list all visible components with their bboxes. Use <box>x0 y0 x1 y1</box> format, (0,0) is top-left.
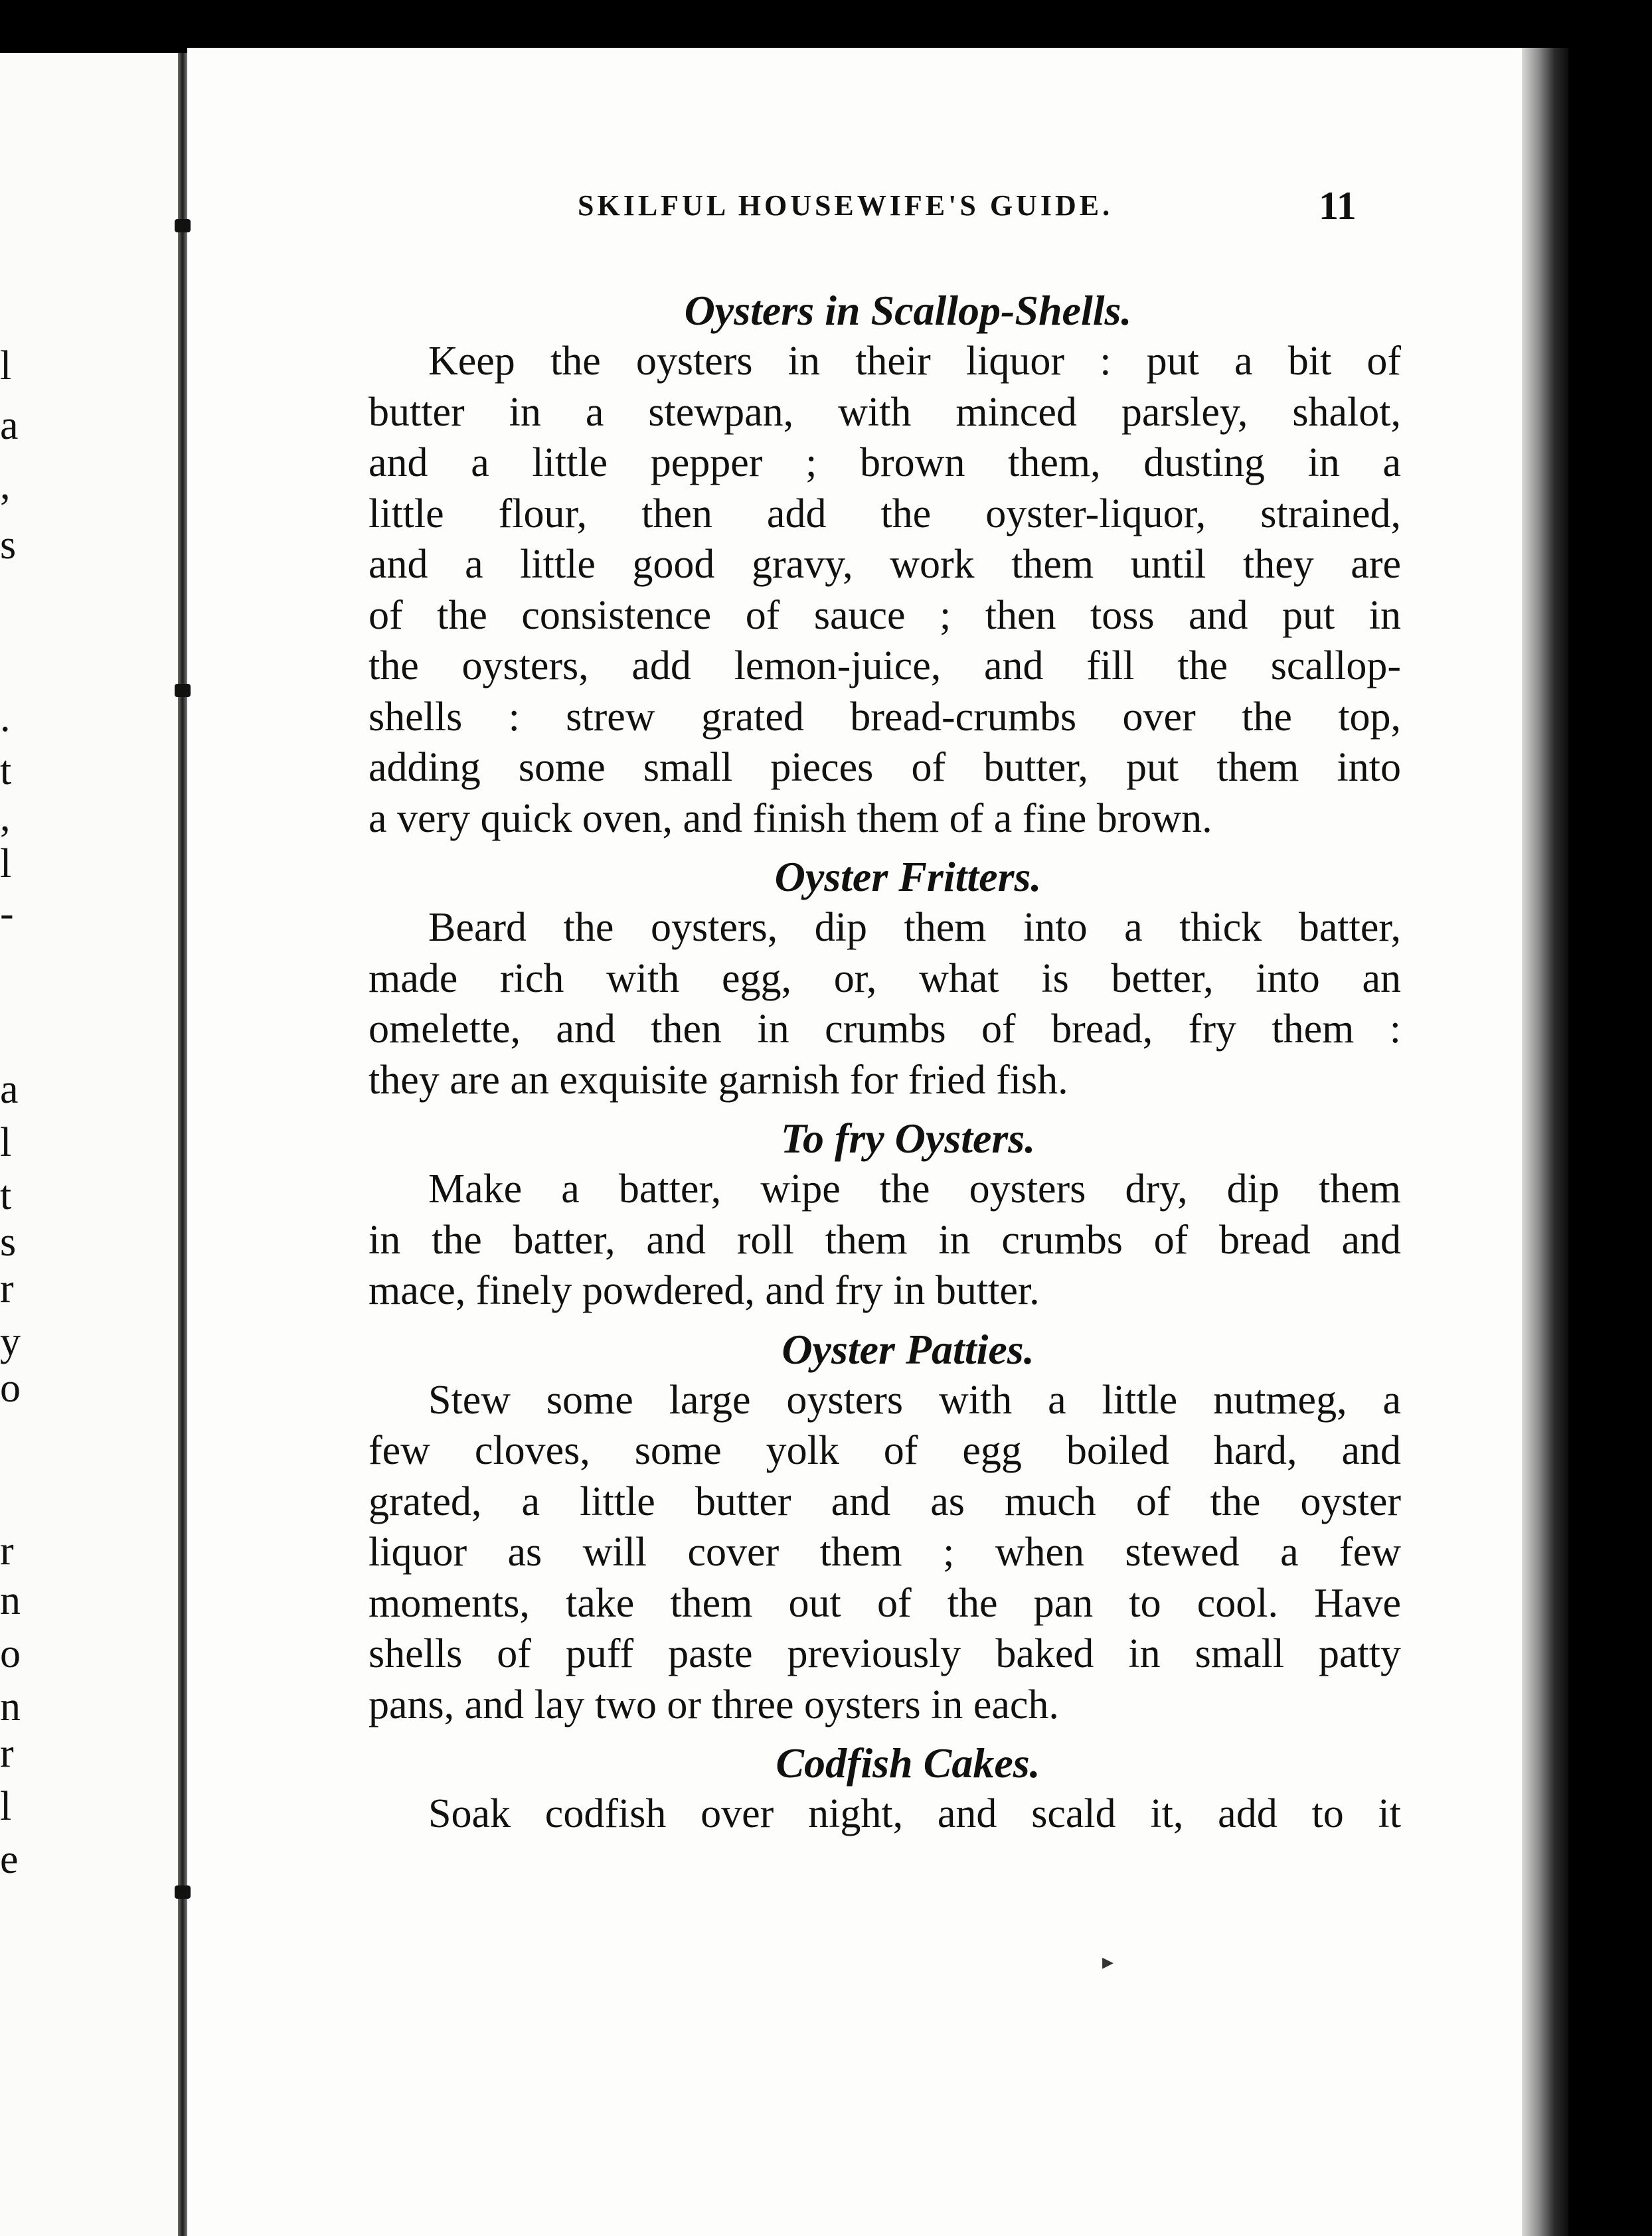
book-gutter <box>178 53 187 2236</box>
text-line: made rich with egg, or, what is better, into an <box>369 955 1401 1001</box>
recipe-text <box>369 285 1401 1848</box>
facing-page-glyph: o <box>0 1366 21 1411</box>
running-head: SKILFUL HOUSEWIFE'S GUIDE. <box>578 189 1114 222</box>
text-line: Keep the oysters in their liquor : put a bit of <box>428 339 1401 384</box>
text-line: Stew some large oysters with a little nutmeg, a <box>428 1377 1401 1423</box>
facing-page-glyph: l <box>0 1784 12 1829</box>
facing-page-glyph: y <box>0 1319 21 1364</box>
text-line: and a little good gravy, work them until they are <box>369 542 1401 587</box>
text-line: omelette, and then in crumbs of bread, fry them : <box>369 1006 1401 1052</box>
recipe-heading: Oyster Patties. <box>782 1325 1034 1373</box>
facing-page-glyph: r <box>0 1266 14 1311</box>
text-line: few cloves, some yolk of egg boiled hard, and <box>369 1428 1401 1473</box>
text-line: Soak codfish over night, and scald it, add to it <box>428 1791 1401 1836</box>
text-line: they are an exquisite garnish for fried fish. <box>369 1057 1068 1103</box>
recipe-paragraph <box>369 902 1401 1105</box>
recipe-heading: Codfish Cakes. <box>776 1739 1040 1787</box>
text-line: Beard the oysters, dip them into a thick batter, <box>428 905 1401 950</box>
text-line: Make a batter, wipe the oysters dry, dip them <box>428 1166 1401 1212</box>
text-line: a very quick oven, and finish them of a fine brown. <box>369 795 1212 841</box>
facing-page-glyph: t <box>0 748 12 793</box>
facing-page-glyph: s <box>0 1220 17 1265</box>
facing-page-glyph: r <box>0 1528 14 1573</box>
binding-thread-mark <box>175 219 191 232</box>
binding-thread-mark <box>175 1885 191 1899</box>
facing-page-glyph: l <box>0 1120 12 1165</box>
text-line: mace, finely powdered, and fry in butter. <box>369 1268 1040 1313</box>
text-line: little flour, then add the oyster-liquor, strained, <box>369 491 1401 536</box>
text-line: adding some small pieces of butter, put them into <box>369 745 1401 790</box>
recipe-heading: Oysters in Scallop-Shells. <box>684 287 1132 334</box>
facing-page-glyph: o <box>0 1631 21 1676</box>
facing-page-glyph: a <box>0 1067 19 1112</box>
facing-page-edge <box>0 53 186 2236</box>
text-line: liquor as will cover them ; when stewed a few <box>369 1530 1401 1575</box>
text-line: shells of puff paste previously baked in small patty <box>369 1631 1401 1676</box>
recipe-heading: To fry Oysters. <box>780 1115 1036 1162</box>
text-line: pans, and lay two or three oysters in each. <box>369 1682 1059 1727</box>
facing-page-glyph: r <box>0 1731 14 1776</box>
recipe-heading: Oyster Fritters. <box>774 853 1042 900</box>
facing-page-glyph: l <box>0 343 12 388</box>
recipe-paragraph <box>369 1164 1401 1317</box>
text-line: butter in a stewpan, with minced parsley, shalot, <box>369 389 1401 435</box>
page-number: 11 <box>1319 184 1357 228</box>
binding-thread-mark <box>175 684 191 697</box>
text-line: moments, take them out of the pan to cool. Have <box>369 1580 1401 1626</box>
text-line: of the consistence of sauce ; then toss and put in <box>369 592 1401 638</box>
facing-page-glyph: e <box>0 1837 19 1882</box>
facing-page-glyph: , <box>0 463 11 508</box>
facing-page-glyph: , <box>0 795 11 840</box>
facing-page-glyph: - <box>0 891 14 936</box>
facing-page-glyph: . <box>0 695 11 740</box>
recipe-paragraph <box>369 336 1401 844</box>
text-line: the oysters, add lemon-juice, and fill the scallop- <box>369 643 1401 688</box>
facing-page-glyph: t <box>0 1173 12 1218</box>
page-edge-shadow <box>1522 48 1568 2236</box>
facing-page-glyph: l <box>0 841 12 886</box>
facing-page-glyph: n <box>0 1684 21 1729</box>
text-line: in the batter, and roll them in crumbs of bread and <box>369 1217 1401 1263</box>
facing-page-glyph: s <box>0 522 17 568</box>
text-line: grated, a little butter and as much of the oyster <box>369 1478 1401 1524</box>
text-line: shells : strew grated bread-crumbs over the top, <box>369 694 1401 740</box>
text-line: and a little pepper ; brown them, dusting in a <box>369 440 1401 485</box>
recipe-paragraph <box>369 1375 1401 1731</box>
ink-mark-icon: ▸ <box>1102 1950 1114 1974</box>
recipe-paragraph <box>369 1789 1401 1840</box>
facing-page-glyph: a <box>0 403 19 448</box>
facing-page-glyph: n <box>0 1578 21 1623</box>
